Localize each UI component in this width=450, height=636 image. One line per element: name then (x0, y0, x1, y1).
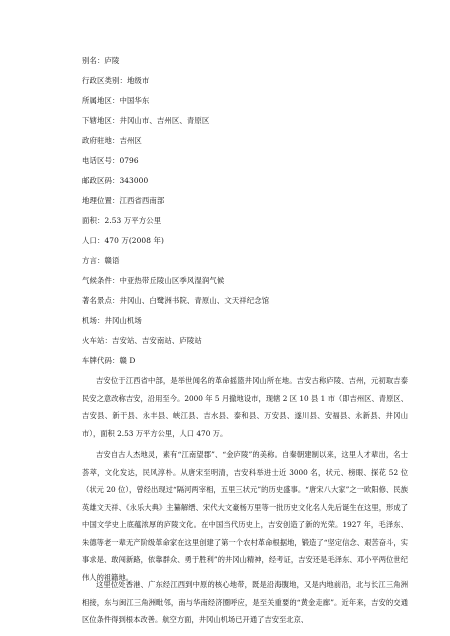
field-area-code: 电话区号：0796 (82, 156, 139, 165)
field-attractions: 著名景点：井冈山、白鹭洲书院、青原山、文天祥纪念馆 (82, 296, 270, 305)
field-dialect: 方言：赣语 (82, 256, 120, 265)
field-postal-code: 邮政区码：343000 (82, 176, 149, 185)
field-climate: 气候条件：中亚热带丘陵山区季风湿润气候 (82, 276, 225, 285)
field-population: 人口：470 万(2008 年) (82, 236, 164, 245)
field-alias: 别名：庐陵 (82, 56, 120, 65)
field-location: 地理位置：江西省西南部 (82, 196, 165, 205)
field-plate-code: 车牌代码：赣 D (82, 356, 136, 365)
field-airport: 机场：井冈山机场 (82, 316, 142, 325)
field-area: 面积：2.53 万平方公里 (82, 216, 162, 225)
field-region: 所属地区：中国华东 (82, 96, 150, 105)
paragraph-location-transport: 这里位处香港、广东经江西到中原的核心地带，既是沿海腹地，又是内地前沿，北与长江三角洲相接，东与闽江三角洲毗邻，南与华南经济圈呼应，是至关重要的“黄金走廊”。近年来，吉安的交通区位条件得到根本改善。航空方面，井冈山机场已开通了吉安至北京、 (82, 580, 408, 624)
paragraph-history-culture: 吉安自古人杰地灵，素有“江南望郡”、“金庐陵”的美称。自秦朝建制以来，这里人才辈出，名士荟萃，文化发达，民风淳朴。从唐宋至明清，吉安科举进士近 3000 名，状元、榜眼、探花 52 位（状元 20 位），曾经出现过“隔河两宰相，五里三状元”的历史盛事。“唐宋八大家”之一欧阳修、民族英雄文天祥、《永乐大典》主纂解缙、宋代大文豪杨万里等一批历史文化名人先后诞生在这里，形成了中国文学史上底蕴浓厚的庐陵文化。在中国当代历史上，吉安创造了新的光荣。1927 年，毛泽东、朱德等老一辈无产阶级革命家在这里创建了第一个农村革命根据地，锻造了“坚定信念、艰苦奋斗，实事求是、敢闯新路，依靠群众、勇于胜利”的井冈山精神，经考证，吉安还是毛泽东、邓小平两位世纪伟人的祖籍地。 (82, 450, 408, 582)
paragraph-overview: 吉安位于江西省中部，是举世闻名的革命摇篮井冈山所在地。吉安古称庐陵、吉州，元初取吉泰民安之意改称吉安，沿用至今。2000 年 5 月撤地设市，现辖 2 区 10 县 1 市（即吉州区、青原区、吉安县、新干县、永丰县、峡江县、吉水县、泰和县、万安县、遂川县、安福县、永新县、井冈山市），面积 2.53 万平方公里，人口 470 万。 (82, 376, 408, 438)
field-government-seat: 政府驻地：吉州区 (82, 136, 142, 145)
field-admin-type: 行政区类别：地级市 (82, 76, 150, 85)
field-districts: 下辖地区：井冈山市、吉州区、青原区 (82, 116, 210, 125)
field-railway-stations: 火车站：吉安站、吉安南站、庐陵站 (82, 336, 202, 345)
